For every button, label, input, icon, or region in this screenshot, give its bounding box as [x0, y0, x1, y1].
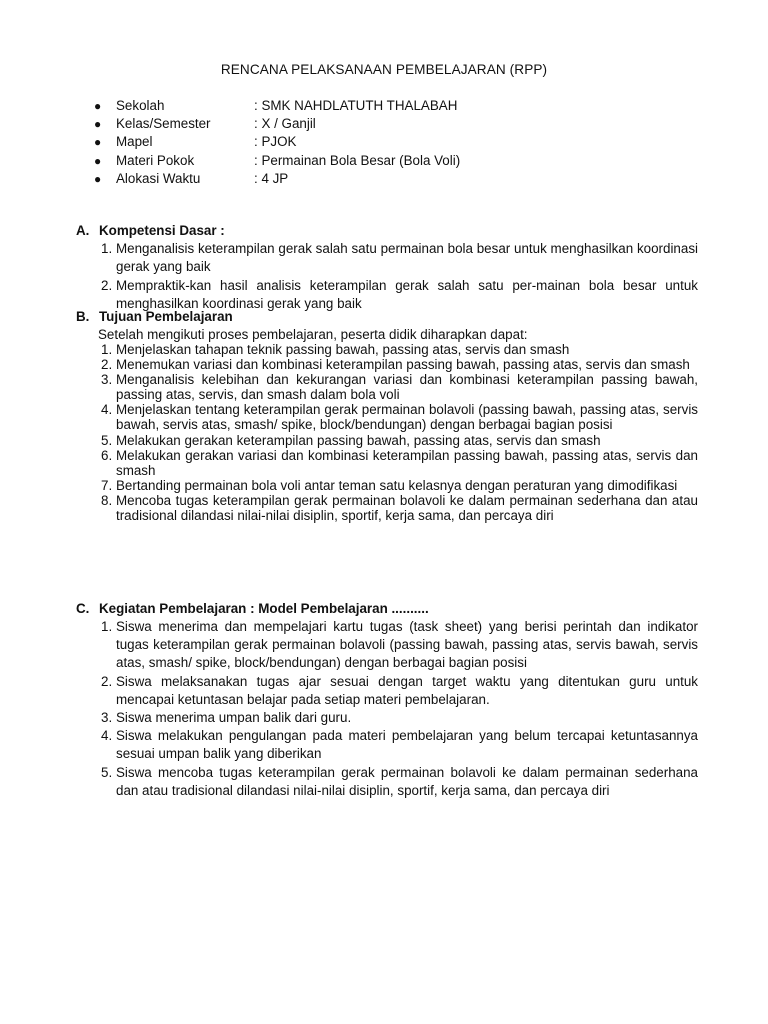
item-text: Mencoba tugas keterampilan gerak permainan bolavoli ke dalam permainan sederhana dan atau tradisional dilandasi nilai-nilai disiplin, sportif, kerja sama, dan percaya diri [116, 492, 698, 524]
bullet-icon: ● [94, 135, 102, 150]
info-list [94, 97, 614, 188]
list-item [76, 764, 698, 800]
section-intro: Setelah mengikuti proses pembelajaran, peserta didik diharapkan dapat: [98, 327, 528, 342]
info-row [94, 115, 614, 133]
info-label: Mapel [116, 134, 153, 150]
item-text: Menjelaskan tentang keterampilan gerak permainan bolavoli (passing bawah, passing atas, servis bawah, servis atas, smash/ spike, block/bendungan) dengan berbagai bagian posisi [116, 402, 698, 433]
list-item [76, 727, 698, 763]
item-text: Menganalisis keterampilan gerak salah satu permainan bola besar untuk menghasilkan koordinasi gerak yang baik [116, 241, 698, 274]
list-item [76, 673, 698, 709]
list-item [76, 372, 698, 402]
item-list [76, 240, 698, 313]
list-item [76, 402, 698, 432]
list-item [76, 478, 698, 493]
section-heading [76, 308, 698, 326]
item-number: 2. [101, 278, 113, 293]
item-number: 6. [101, 447, 113, 463]
item-number: 1. [101, 342, 113, 357]
section-kompetensi-dasar [76, 222, 698, 314]
item-text: Siswa melaksanakan tugas ajar sesuai dengan target waktu yang ditentukan guru untuk mencapai ketuntasan belajar pada setiap materi pembelajaran. [116, 673, 698, 707]
section-heading [76, 222, 698, 240]
info-label: Sekolah [116, 98, 165, 113]
list-item [76, 448, 698, 478]
bullet-icon: ● [94, 99, 102, 113]
item-list [76, 618, 698, 800]
info-value: : SMK NAHDLATUTH THALABAH [254, 98, 458, 113]
info-row [94, 133, 614, 151]
item-number: 5. [101, 432, 113, 448]
info-label: Materi Pokok [116, 152, 195, 168]
section-title: Kompetensi Dasar : [99, 223, 225, 238]
item-text: Siswa melakukan pengulangan pada materi pembelajaran yang belum tercapai ketuntasannya sesuai umpan balik yang diberikan [116, 728, 698, 762]
info-label: Alokasi Waktu [116, 170, 201, 186]
info-value: : X / Ganjil [254, 116, 316, 132]
section-title: Tujuan Pembelajaran [99, 309, 233, 324]
item-text: Mempraktik-kan hasil analisis keterampilan gerak salah satu per-mainan bola besar untuk menghasilkan koordinasi gerak yang baik [116, 278, 698, 311]
item-text: Siswa menerima dan mempelajari kartu tugas (task sheet) yang berisi perintah dan indikator tugas keterampilan gerak permainan bolavoli (passing bawah, passing atas, servis bawah, servis atas, smash/ spike, block/bendungan) dengan berbagai bagian posisi [116, 619, 698, 671]
info-row [94, 170, 614, 188]
item-text: Siswa menerima umpan balik dari guru. [116, 710, 352, 726]
bullet-icon: ● [94, 117, 102, 132]
info-label: Kelas/Semester [116, 116, 211, 132]
item-number: 3. [101, 710, 113, 726]
list-item [76, 618, 698, 673]
list-item [76, 433, 698, 448]
bullet-icon: ● [94, 153, 102, 168]
section-heading [76, 600, 698, 618]
item-number: 7. [101, 477, 113, 493]
item-text: Menemukan variasi dan kombinasi keterampilan passing bawah, passing atas, servis dan smash [116, 357, 690, 373]
item-text: Siswa mencoba tugas keterampilan gerak permainan bolavoli ke dalam permainan sederhana dan atau tradisional dilandasi nilai-nilai disiplin, sportif, kerja sama, dan percaya diri [116, 764, 698, 798]
section-tujuan-pembelajaran [76, 308, 698, 523]
info-value: : PJOK [254, 134, 297, 150]
section-title: Kegiatan Pembelajaran : Model Pembelajaran .......... [99, 601, 429, 616]
item-number: 1. [101, 241, 113, 256]
list-item [76, 240, 698, 276]
item-number: 2. [101, 673, 113, 689]
info-value: : Permainan Bola Besar (Bola Voli) [254, 152, 461, 168]
section-letter: A. [76, 223, 90, 238]
item-text: Menjelaskan tahapan teknik passing bawah, passing atas, servis dan smash [116, 342, 570, 357]
bullet-icon: ● [94, 171, 102, 186]
info-row [94, 97, 614, 115]
item-text: Bertanding permainan bola voli antar teman satu kelasnya dengan peraturan yang dimodifikasi [116, 477, 678, 493]
item-number: 1. [101, 619, 113, 634]
section-letter: B. [76, 309, 90, 324]
list-item [76, 342, 698, 357]
section-letter: C. [76, 601, 90, 616]
item-text: Melakukan gerakan keterampilan passing bawah, passing atas, servis dan smash [116, 432, 601, 448]
list-item [76, 709, 698, 727]
info-value: : 4 JP [254, 170, 289, 186]
info-row [94, 152, 614, 170]
item-number: 4. [101, 402, 113, 418]
item-number: 2. [101, 357, 113, 373]
item-number: 4. [101, 728, 113, 744]
item-text: Menganalisis kelebihan dan kekurangan variasi dan kombinasi keterampilan passing bawah, passing atas, servis, dan smash dalam bola voli [116, 372, 698, 403]
item-number: 3. [101, 372, 113, 388]
item-number: 8. [101, 492, 113, 508]
section-kegiatan-pembelajaran [76, 600, 698, 800]
item-number: 5. [101, 764, 113, 780]
item-text: Melakukan gerakan variasi dan kombinasi keterampilan passing bawah, passing atas, servis dan smash [116, 447, 698, 478]
item-list [76, 342, 698, 523]
document-title: RENCANA PELAKSANAAN PEMBELAJARAN (RPP) [220, 62, 548, 77]
list-item [76, 493, 698, 523]
list-item [76, 357, 698, 372]
